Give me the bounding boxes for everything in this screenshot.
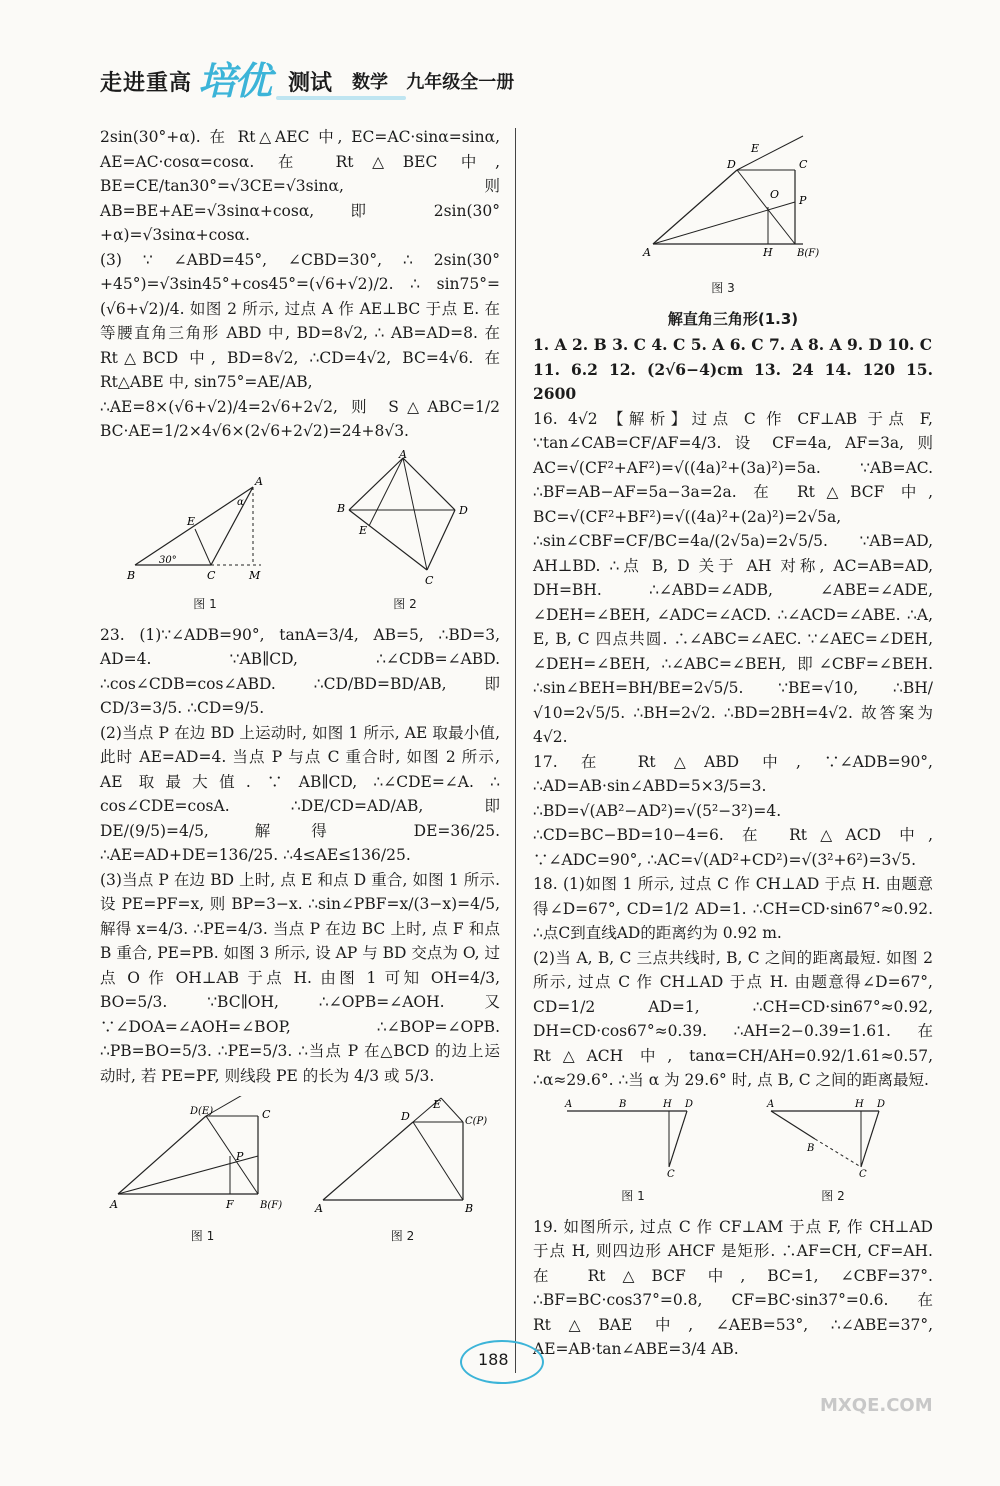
figure-18-2-caption: 图 2 [821,1189,845,1203]
figure-23-1-caption: 图 1 [190,1228,215,1243]
series-logo-text: 培优 [198,59,271,103]
page-number: 188 [478,1350,509,1369]
svg-text:D: D [685,1098,694,1110]
svg-text:O: O [770,188,780,201]
figure-18-2 [763,1097,903,1209]
svg-text:B: B [807,1142,815,1154]
svg-text:B: B [127,568,136,582]
problem-16: 16. 4√2 【解析】过点 C 作 CF⊥AB 于点 F, ∵tan∠CAB=CF/AF=4/3. 设 CF=4a, AF=3a, 则 AC=√(CF²+AF²)=√((4a)²+(3a)²)=5a. ∵AB=AC. ∴BF=AB−AF=5a−3a=2a. 在 Rt△BCF 中, BC=√(CF²+BF²)=√((4a)²+(2a)²)=2√5a, ∴sin∠CBF=CF/BC=4a/(2√5a)=2√5/5. ∵AB=AD, AH⊥BD. ∴点 B, D 关于 AH 对称, AC=AB=AD, DH=BH. ∴∠ABD=∠ADB, ∠ABE=∠ADE, ∠DEH=∠BEH, ∠ADC=∠ACD. ∴∠ACD=∠ABE. ∴A, E, B, C 四点共圆. ∴∠ABC=∠AEC. ∵∠AEC=∠DEH, ∠DEH=∠BEH, ∴∠ABC=∠BEH, 即∠CBF=∠BEH. ∴sin∠BEH=BH/BE=2√5/5. ∵BE=√10, ∴BH/√10=2√5/5. ∴BH=2√2. ∴BD=2BH=4√2. 故答案为 4√2. [533,409,933,746]
left-column [100,125,500,1248]
svg-text:D: D [877,1098,886,1110]
series-test-text: 测试 [288,71,333,96]
svg-text:C: C [859,1168,867,1177]
problem-23-part2: (2)当点 P 在边 BD 上运动时, 如图 1 所示, AE 取最小值, 此时 AE=AD=4. 当点 P 与点 C 重合时, 如图 2 所示, AE 取最大值. ∵ AB∥CD, ∴∠CDE=∠A. ∴ cos∠CDE=cosA. ∴DE/CD=AD/AB, 即 DE/(9/5)=4/5, 解得 DE=36/25. ∴AE=AD+DE=136/25. ∴4≤AE≤136/25. [100,723,500,864]
figure-23-3-diagram [633,132,833,272]
figure-23-2 [313,1096,493,1248]
svg-text:B: B [619,1098,627,1110]
svg-text:C: C [799,158,808,171]
figure-23-1 [108,1096,298,1248]
figure-23-2-caption: 图 2 [390,1228,415,1243]
figure-22-2-diagram [335,450,475,585]
figure-23-3 [533,132,933,301]
svg-text:H: H [663,1098,672,1110]
svg-text:B(F): B(F) [259,1200,282,1211]
svg-text:H: H [763,246,773,259]
figure-22-2-caption: 图 2 [393,597,417,611]
svg-text:A: A [314,1202,323,1215]
svg-text:C: C [425,573,434,585]
figure-22-1-diagram [125,465,285,585]
series-title: 走进重高 [100,71,193,96]
svg-text:D: D [727,158,736,171]
svg-text:C: C [261,1108,270,1121]
answers-1-10: 1. A 2. B 3. C 4. C 5. A 6. C 7. A 8. A 9. D 10. C [533,335,933,354]
svg-text:B: B [464,1202,473,1215]
answers-11-15: 11. 6.2 12. (2√6−4)cm 13. 24 14. 120 15. 2600 [533,359,933,403]
svg-text:D: D [459,503,468,517]
svg-text:A: A [109,1198,118,1211]
svg-text:E: E [359,523,368,537]
svg-text:D: D [400,1110,410,1123]
figure-23-1-diagram [108,1096,298,1216]
figures-18 [533,1097,933,1209]
right-column [533,128,933,1362]
svg-text:M: M [249,568,261,582]
left-paragraph-1: 2sin(30°+α). 在 Rt△AEC 中, EC=AC·sinα=sinα, AE=AC·cosα=cosα. 在 Rt△BEC 中, BE=CE/tan30°=√3CE=√3sinα, 则 AB=BE+AE=√3sinα+cosα, 即 2sin(30°+α)=√3sinα+cosα. [100,128,500,244]
problem-18-part2: (2)当 A, B, C 三点共线时, B, C 之间的距离最短. 如图 2 所示, 过点 C 作 CH⊥AD 于点 H. 由题意得∠D=67°, CD=1/2 AD=1, ∴CH=CD·sin67°≈0.92, DH=CD·cos67°≈0.39. ∴AH=2−0.39=1.61. 在 Rt△ACH 中, tanα=CH/AH=0.92/1.61≈0.57, ∴α≈29.6°. ∴当 α 为 29.6° 时, 点 B, C 之间的距离最短. [533,948,933,1089]
header-decoration [276,96,406,100]
problem-23-part3: (3)当点 P 在边 BD 上时, 点 E 和点 D 重合, 如图 1 所示. 设 PE=PF=x, 则 BP=3−x. ∴sin∠PBF=x/(3−x)=4/5, 解得 x=4/3. ∴PE=4/3. 当点 P 在边 BC 上时, 点 F 和点 B 重合, PE=PB. 如图 3 所示, 设 AP 与 BD 交点为 O, 过点 O 作 OH⊥AB 于点 H. 由图 1 可知 OH=4/3, BO=5/3. ∵BC∥OH, ∴∠OPB=∠AOH. 又∵∠DOA=∠AOH=∠BOP, ∴∠BOP=∠OPB. ∴PB=BO=5/3. ∴PE=5/3. ∴当点 P 在△BCD 的边上运动时, 若 PE=PF, 则线段 PE 的长为 4/3 或 5/3. [100,870,500,1085]
left-paragraph-3: ∴AE=8×(√6+√2)/4=2√6+2√2, 则 S△ABC=1/2 BC·AE=1/2×4√6×(2√6+2√2)=24+8√3. [100,397,500,440]
figure-23-2-diagram [313,1096,493,1216]
svg-text:F: F [225,1198,234,1211]
svg-text:P: P [235,1150,243,1163]
svg-text:A: A [399,449,407,461]
problem-17: 17. 在 Rt△ABD 中, ∵∠ADB=90°, ∴AD=AB·sin∠ABD=5×3/5=3. ∴BD=√(AB²−AD²)=√(5²−3²)=4. ∴CD=BC−BD=10−4=6. 在 Rt△ACD 中, ∵∠ADC=90°, ∴AC=√(AD²+CD²)=√(3²+6²)=3√5. [533,752,933,869]
problem-18-part1: 18. (1)如图 1 所示, 过点 C 作 CH⊥AD 于点 H. 由题意得∠D=67°, CD=1/2 AD=1. ∴CH=CD·sin67°≈0.92. ∴点C到直线AD的距离约为 0.92 m. [533,875,933,942]
left-paragraph-2: (3) ∵ ∠ABD=45°, ∠CBD=30°, ∴ 2sin(30°+45°)=√3sin45°+cos45°=(√6+√2)/2. ∴ sin75°=(√6+√2)/4. 如图 2 所示, 过点 A 作 AE⊥BC 于点 E. 在等腰直角三角形 ABD 中, BD=8√2, ∴ AB=AD=8. 在 Rt△BCD 中, BD=8√2, ∴CD=4√2, BC=4√6. 在 Rt△ABE 中, sin75°=AE/AB, [100,250,500,391]
svg-text:E: E [187,514,196,528]
figure-22-2 [335,450,475,617]
svg-text:H: H [855,1098,864,1110]
figure-18-1-caption: 图 1 [621,1189,645,1203]
section-title: 解直角三角形(1.3) [667,309,799,328]
svg-text:B(F): B(F) [797,248,820,259]
page-header [100,50,560,112]
figure-23-3-caption: 图 3 [711,281,735,295]
problem-19: 19. 如图所示, 过点 C 作 CF⊥AM 于点 F, 作 CH⊥AD 于点 H, 则四边形 AHCF 是矩形. ∴AF=CH, CF=AH. 在 Rt△BCF 中, BC=1, ∠CBF=37°. ∴BF=BC·cos37°=0.8, CF=BC·sin37°=0.6. 在 Rt△BAE 中, ∠AEB=53°, ∴∠ABE=37°, AE=AB·tan∠ABE=3/4 AB. [533,1217,933,1358]
watermark: MXQE.COM [820,1395,933,1416]
svg-text:30°: 30° [159,554,177,566]
problem-23-part1: 23. (1)∵∠ADB=90°, tanA=3/4, AB=5, ∴BD=3, AD=4. ∵AB∥CD, ∴∠CDB=∠ABD. ∴cos∠CDB=cos∠ABD. ∴CD/BD=BD/AB, 即 CD/3=3/5. ∴CD=9/5. [100,625,500,717]
figures-22 [100,450,500,617]
figures-23 [100,1096,500,1248]
figure-18-1 [563,1097,703,1209]
svg-text:C: C [667,1168,675,1177]
svg-text:A: A [565,1098,573,1110]
svg-text:A: A [643,246,651,259]
figure-22-1-caption: 图 1 [193,597,217,611]
column-divider [515,128,516,1373]
svg-text:D(E): D(E) [189,1106,213,1117]
svg-text:α: α [237,496,244,508]
subject-grade: 数学 九年级全一册 [352,72,515,93]
svg-text:E: E [432,1098,441,1111]
svg-text:P: P [799,194,807,207]
svg-text:C(P): C(P) [464,1116,487,1127]
svg-text:A: A [767,1098,775,1110]
svg-text:A: A [255,474,263,488]
svg-text:E: E [751,142,760,155]
figure-18-1-diagram [563,1097,703,1177]
figure-18-2-diagram [763,1097,903,1177]
svg-text:B: B [337,501,346,515]
svg-text:C: C [207,568,216,582]
figure-22-1 [125,465,285,617]
